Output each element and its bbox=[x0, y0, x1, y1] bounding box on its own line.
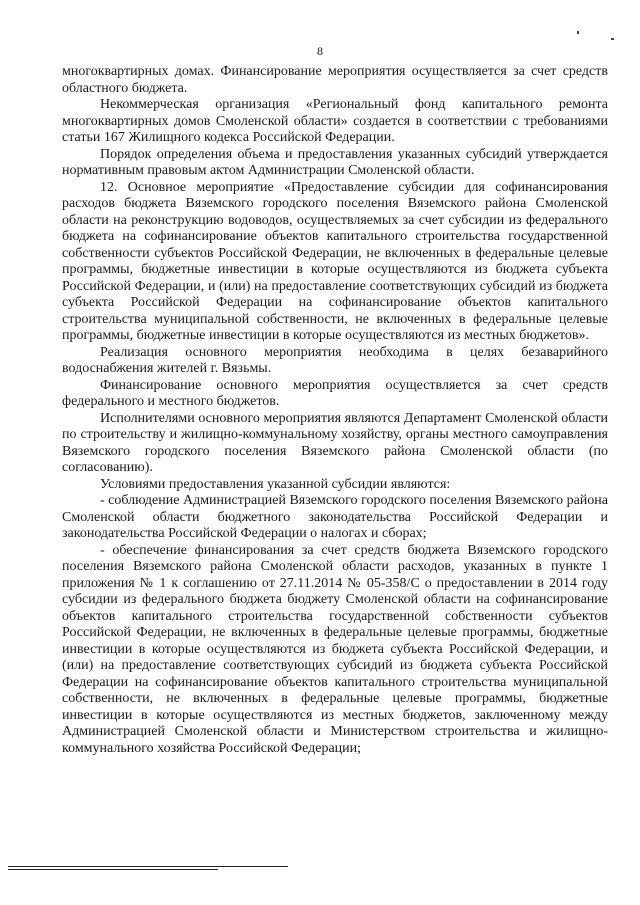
scan-speck bbox=[611, 38, 614, 40]
scan-speck bbox=[577, 31, 579, 34]
list-item: - обеспечение финансирования за счет средств бюджета Вяземского городского поселения Вяземского района Смоленской области расходов, указанных в пункте 1 приложения № 1 к соглашению от 27.11.2014 № 05-358/С о предоставлении в 2014 году субсидии из федерального бюджета бюджету Смоленской области на софинансирование объектов капитального строительства государственной собственности субъектов Российской Федерации, не включенных в федеральные целевые программы, бюджетные инвестиции в которые осуществляются из бюджета субъекта Российской Федерации, и (или) на предоставление соответствующих субсидий из бюджета субъекта Российской Федерации на софинансирование объектов капитального строительства муниципальной собственности, не включенных в федеральные целевые программы, бюджетные инвестиции в которые осуществляются из местных бюджетов, заключенному между Администрацией Смоленской области и Министерством строительства и жилищно-коммунального хозяйства Российской Федерации; bbox=[62, 542, 608, 756]
paragraph: Финансирование основного мероприятия осуществляется за счет средств федерального и местного бюджетов. bbox=[62, 377, 608, 409]
paragraph: Исполнителями основного мероприятия являются Департамент Смоленской области по строительству и жилищно-коммунальному хозяйству, органы местного самоуправления Вяземского городского поселения Вяземского района Смоленской области (по согласованию). bbox=[62, 410, 608, 475]
paragraph-continuation: многоквартирных домах. Финансирование мероприятия осуществляется за счет средств областного бюджета. bbox=[62, 64, 608, 96]
footnote-separator bbox=[8, 869, 218, 870]
document-body bbox=[62, 64, 608, 757]
page-number: 8 bbox=[317, 44, 323, 58]
paragraph: Реализация основного мероприятия необходима в целях безаварийного водоснабжения жителей г. Вязьмы. bbox=[62, 344, 608, 376]
paragraph: Некоммерческая организация «Региональный фонд капитального ремонта многоквартирных домов Смоленской области» создается в соответствии с требованиями статьи 167 Жилищного кодекса Российской Федерации. bbox=[62, 97, 608, 145]
list-item: - соблюдение Администрацией Вяземского городского поселения Вяземского района Смоленской области бюджетного законодательства Российской Федерации и законодательства Российской Федерации о налогах и сборах; bbox=[62, 493, 608, 541]
paragraph-item-12: 12. Основное мероприятие «Предоставление субсидии для софинансирования расходов бюджета Вяземского городского поселения Вяземского района Смоленской области на реконструкцию водоводов, осуществляемых за счет субсидии из федерального бюджета на софинансирование объектов капитального строительства государственной собственности субъектов Российской Федерации, не включенных в федеральные целевые программы, бюджетные инвестиции в которые осуществляются из бюджета субъекта Российской Федерации, и (или) на предоставление соответствующих субсидий из бюджета субъекта Российской Федерации на софинансирование объектов капитального строительства муниципальной собственности, не включенных в федеральные целевые программы, бюджетные инвестиции в которые осуществляются из местных бюджетов». bbox=[62, 179, 608, 343]
paragraph: Порядок определения объема и предоставления указанных субсидий утверждается нормативным правовым актом Администрации Смоленской области. bbox=[62, 146, 608, 178]
footnote-separator bbox=[8, 866, 288, 867]
paragraph: Условиями предоставления указанной субсидии являются: bbox=[100, 476, 451, 492]
